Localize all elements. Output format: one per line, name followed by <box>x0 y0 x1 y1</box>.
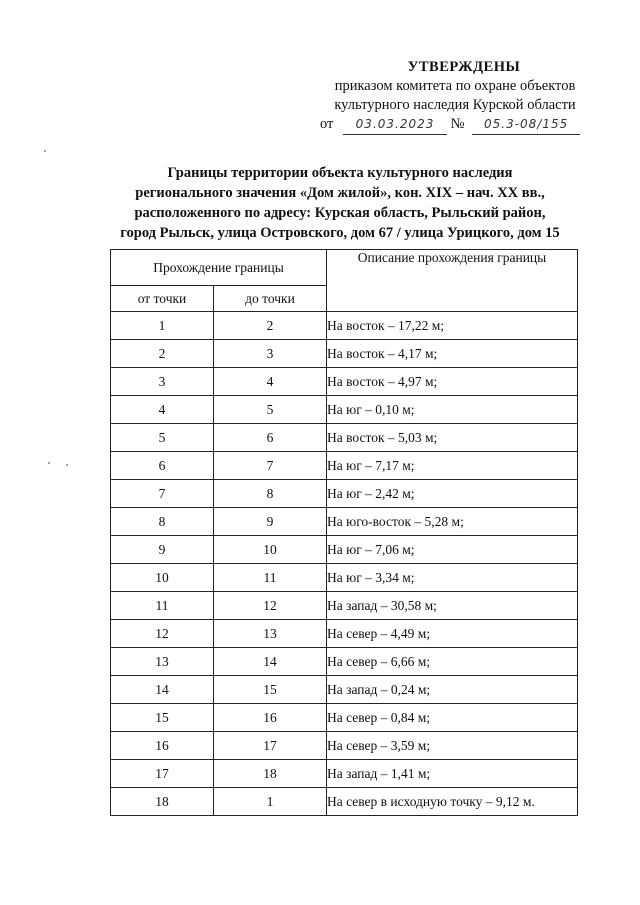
header-description: Описание прохождения границы <box>327 250 578 312</box>
row-description: На север – 4,49 м; <box>327 620 578 648</box>
row-to-point: 15 <box>214 676 327 704</box>
row-description: На восток – 17,22 м; <box>327 312 578 340</box>
row-from-point: 9 <box>111 536 214 564</box>
row-description: На север – 6,66 м; <box>327 648 578 676</box>
row-description: На запад – 0,24 м; <box>327 676 578 704</box>
table-row <box>111 592 578 620</box>
row-from-point: 18 <box>111 788 214 816</box>
header-from-point: от точки <box>111 286 214 312</box>
row-to-point: 11 <box>214 564 327 592</box>
row-from-point: 14 <box>111 676 214 704</box>
row-to-point: 1 <box>214 788 327 816</box>
approval-line-2: культурного наследия Курской области <box>334 97 576 113</box>
row-from-point: 4 <box>111 396 214 424</box>
title-line-3: расположенного по адресу: Курская область, Рыльский район, <box>134 205 546 221</box>
row-from-point: 8 <box>111 508 214 536</box>
row-to-point: 9 <box>214 508 327 536</box>
row-from-point: 7 <box>111 480 214 508</box>
approval-heading: УТВЕРЖДЕНЫ <box>407 59 521 75</box>
table-row <box>111 536 578 564</box>
row-to-point: 16 <box>214 704 327 732</box>
title-line-2: регионального значения «Дом жилой», кон. XIX – нач. XX вв., <box>135 185 545 201</box>
document-title <box>100 163 580 243</box>
row-description: На юг – 0,10 м; <box>327 396 578 424</box>
header-boundary-passage: Прохождение границы <box>111 250 327 286</box>
table-row <box>111 732 578 760</box>
row-to-point: 13 <box>214 620 327 648</box>
row-from-point: 6 <box>111 452 214 480</box>
table-row <box>111 368 578 396</box>
row-description: На юг – 7,06 м; <box>327 536 578 564</box>
row-description: На юг – 3,34 м; <box>327 564 578 592</box>
approval-block <box>320 58 590 135</box>
table-row <box>111 452 578 480</box>
row-description: На юг – 7,17 м; <box>327 452 578 480</box>
row-to-point: 8 <box>214 480 327 508</box>
table-row <box>111 396 578 424</box>
row-description: На север в исходную точку – 9,12 м. <box>327 788 578 816</box>
row-to-point: 2 <box>214 312 327 340</box>
table-row <box>111 760 578 788</box>
title-line-4: город Рыльск, улица Островского, дом 67 / улица Урицкого, дом 15 <box>120 225 560 241</box>
table-row <box>111 340 578 368</box>
header-to-point: до точки <box>214 286 327 312</box>
row-from-point: 15 <box>111 704 214 732</box>
order-reference <box>320 115 590 135</box>
row-to-point: 6 <box>214 424 327 452</box>
row-from-point: 11 <box>111 592 214 620</box>
row-to-point: 3 <box>214 340 327 368</box>
table-row <box>111 480 578 508</box>
scan-speck <box>44 150 46 152</box>
table-row <box>111 648 578 676</box>
row-to-point: 17 <box>214 732 327 760</box>
number-label: № <box>450 116 465 132</box>
row-description: На восток – 4,97 м; <box>327 368 578 396</box>
table-row <box>111 676 578 704</box>
row-description: На запад – 1,41 м; <box>327 760 578 788</box>
row-from-point: 1 <box>111 312 214 340</box>
scan-speck <box>48 462 50 464</box>
table-row <box>111 508 578 536</box>
row-description: На север – 3,59 м; <box>327 732 578 760</box>
row-to-point: 14 <box>214 648 327 676</box>
scan-speck <box>66 464 68 466</box>
approval-line-1: приказом комитета по охране объектов <box>334 78 576 94</box>
row-description: На восток – 4,17 м; <box>327 340 578 368</box>
row-from-point: 12 <box>111 620 214 648</box>
row-description: На юг – 2,42 м; <box>327 480 578 508</box>
row-to-point: 12 <box>214 592 327 620</box>
row-from-point: 16 <box>111 732 214 760</box>
table-row <box>111 424 578 452</box>
from-label: от <box>320 116 334 132</box>
boundary-table <box>110 249 578 816</box>
row-to-point: 18 <box>214 760 327 788</box>
table-row <box>111 312 578 340</box>
row-from-point: 2 <box>111 340 214 368</box>
row-from-point: 13 <box>111 648 214 676</box>
row-description: На юго-восток – 5,28 м; <box>327 508 578 536</box>
table-row <box>111 564 578 592</box>
row-description: На восток – 5,03 м; <box>327 424 578 452</box>
handwritten-date: 03.03.2023 <box>343 115 447 135</box>
row-to-point: 5 <box>214 396 327 424</box>
table-body <box>111 312 578 816</box>
row-description: На север – 0,84 м; <box>327 704 578 732</box>
row-from-point: 17 <box>111 760 214 788</box>
row-from-point: 5 <box>111 424 214 452</box>
row-from-point: 3 <box>111 368 214 396</box>
row-to-point: 10 <box>214 536 327 564</box>
table-row <box>111 620 578 648</box>
row-to-point: 7 <box>214 452 327 480</box>
table-row <box>111 704 578 732</box>
row-from-point: 10 <box>111 564 214 592</box>
table-row <box>111 788 578 816</box>
row-to-point: 4 <box>214 368 327 396</box>
title-line-1: Границы территории объекта культурного наследия <box>167 165 513 181</box>
handwritten-number: 05.3-08/155 <box>472 115 580 135</box>
row-description: На запад – 30,58 м; <box>327 592 578 620</box>
